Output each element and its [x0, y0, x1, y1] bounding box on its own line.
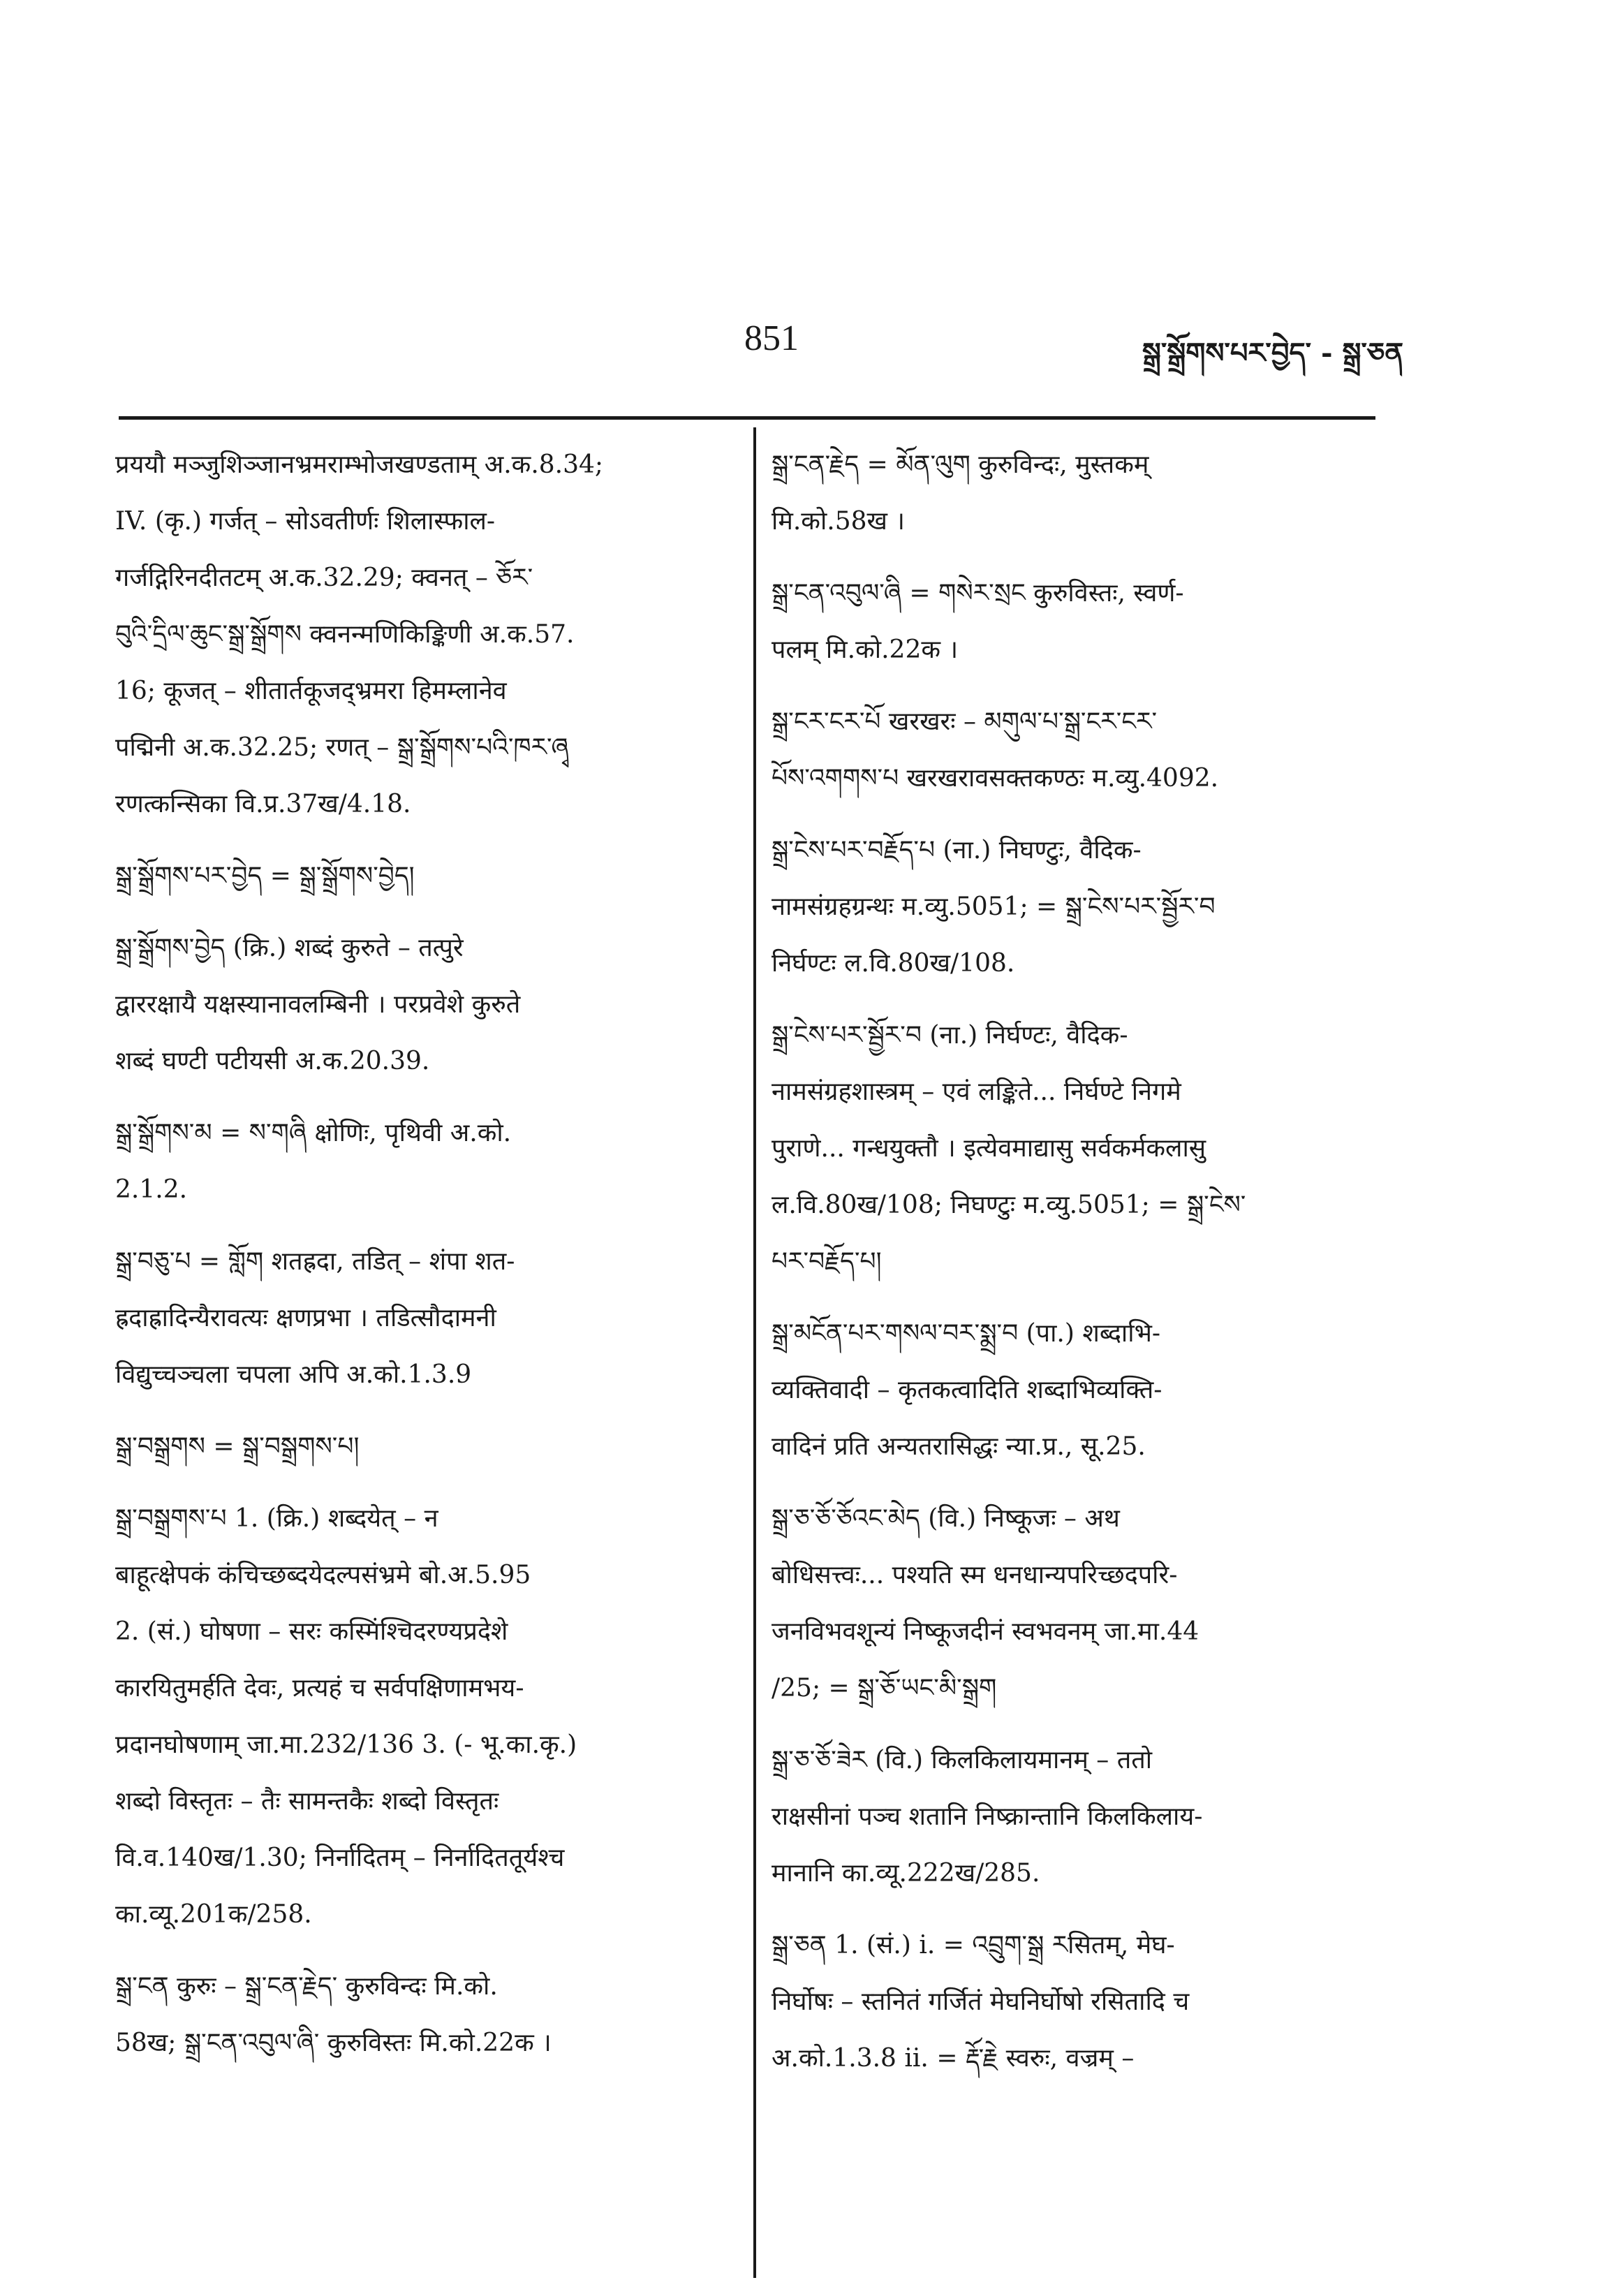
entry-line: पुराणे... गन्धयुक्तौ । इत्येवमाद्यासु सर्वकर्मकलासु	[772, 1134, 1206, 1163]
entry-line: विद्युच्चञ्चला चपला अपि अ.को.1.3.9	[115, 1360, 472, 1389]
entry-headline: སྒྲ་ཅ་ཅོ་ཟེར (वि.) किलकिलायमानम् – ततो	[772, 1746, 1153, 1774]
entry-headline: སྒྲ་བསྒྲགས = སྒྲ་བསྒྲགས་པ།	[115, 1432, 360, 1461]
entry-line: राक्षसीनां पञ्च शतानि निष्क्रान्तानि किलकिलाय-	[772, 1802, 1203, 1831]
entry-line: शब्दं घण्टी पटीयसी अ.क.20.39.	[115, 1047, 430, 1075]
entry-headline: སྒྲ་སྒྲོགས་པར་བྱེད = སྒྲ་སྒྲོགས་བྱེད།	[115, 862, 415, 890]
dictionary-entry	[115, 1418, 730, 1475]
entry-headline: སྒྲ་ངེས་པར་བརྗོད་པ (ना.) निघण्टुः, वैदिक-	[772, 836, 1142, 865]
entry-line: वि.व.140ख/1.30; निर्नादितम् – निर्नादिततूर्यश्च	[115, 1844, 565, 1872]
entry-line: नामसंग्रहशास्त्रम् – एवं लङ्किते... निर्घण्टे निगमे	[772, 1078, 1181, 1106]
entry-line: /25; = སྒྲ་ཅོ་ཡང་མི་སྒྲག	[772, 1674, 997, 1703]
entry-line: IV. (कृ.) गर्जत् – सोऽवतीर्णः शिलास्फाल-	[115, 507, 496, 536]
entry-headline: སྒྲ་བསྒྲགས་པ 1. (क्रि.) शब्दयेत् – न	[115, 1504, 438, 1533]
entry-line: निर्घण्टः ल.वि.80ख/108.	[772, 949, 1015, 978]
entry-headline: སྒྲ་སྒྲོགས་མ = ས་གཞི क्षोणिः, पृथिवी अ.को.	[115, 1119, 512, 1147]
entry-line: बोधिसत्त्वः... पश्यति स्म धनधान्यपरिच्छदपरि-	[772, 1561, 1178, 1589]
entry-line: 16; कूजत् – शीतार्तकूजद्भ्रमरा हिमम्लानेव	[115, 677, 507, 705]
entry-headline: སྒྲ་ངན་རྗེད = མོན་ལུག कुरुविन्दः, मुस्तकम्	[772, 450, 1149, 479]
column-divider	[753, 427, 756, 2278]
entry-line: པར་བརྗོད་པ།	[772, 1247, 882, 1276]
entry-line: द्वाररक्षायै यक्षस्यानावलम्बिनी । परप्रवेशे कुरुते	[115, 990, 521, 1019]
entry-line: 2.1.2.	[115, 1175, 188, 1204]
entry-line: रणत्कन्सिका वि.प्र.37ख/4.18.	[115, 790, 411, 818]
entry-headline: སྒྲ་ངེས་པར་སྦྱོར་བ (ना.) निर्घण्टः, वैदिक-	[772, 1021, 1128, 1050]
entry-line: पलम् मि.को.22क ।	[772, 635, 959, 664]
entry-headline: སྒྲ་ངན་འབུལ་ཞི = གསེར་སྲང कुरुविस्तः, स्वर्ण-	[772, 579, 1184, 608]
entry-line: प्रदानघोषणाम् जा.मा.232/136 3. (- भू.का.कृ.)	[115, 1730, 577, 1759]
entry-line: मि.को.58ख ।	[772, 507, 906, 536]
entry-headline: སྒྲ་བཅུ་པ = གློག शतह्रदा, तडित् – शंपा शत-	[115, 1247, 515, 1276]
entry-line: पद्मिनी अ.क.32.25; रणत् – སྒྲ་སྒྲོགས་པའི་ཁར་ཞྭ	[115, 733, 569, 762]
entry-line: निर्घोषः – स्तनितं गर्जितं मेघनिर्घोषो रसितादि च	[772, 1987, 1190, 2016]
dictionary-entry	[772, 693, 1386, 807]
dictionary-entry	[115, 1490, 730, 1943]
dictionary-entry	[115, 436, 730, 832]
entry-line: व्यक्तिवादी – कृतकत्वादिति शब्दाभिव्यक्ति-	[772, 1376, 1162, 1404]
entry-line: गर्जद्गिरिनदीतटम् अ.क.32.29; क्वनत् – ཅོར་	[115, 564, 533, 592]
entry-line: པོས་འགགས་པ खरखरावसक्तकण्ठः म.व्यु.4092.	[772, 764, 1219, 793]
entry-headline: སྒྲ་མངོན་པར་གསལ་བར་སྨྲ་བ (पा.) शब्दाभि-	[772, 1319, 1161, 1348]
entry-line: शब्दो विस्तृतः – तैः सामन्तकैः शब्दो विस्तृतः	[115, 1787, 499, 1816]
entry-line: ह्रदाह्रादिन्यैरावत्यः क्षणप्रभा । तडित्सौदामनी	[115, 1304, 496, 1332]
dictionary-entry	[115, 1105, 730, 1218]
entry-line: का.व्यू.201क/258.	[115, 1900, 312, 1929]
dictionary-entry	[772, 565, 1386, 678]
right-column	[772, 436, 1386, 2102]
dictionary-entry	[772, 1007, 1386, 1290]
entry-line: मानानि का.व्यू.222ख/285.	[772, 1859, 1040, 1888]
dictionary-entry	[772, 822, 1386, 992]
entry-line: बाहूत्क्षेपकं कंचिच्छब्दयेदल्पसंभ्रमे बो.अ.5.95	[115, 1561, 531, 1589]
entry-line: 58ख; སྒྲ་ངན་འབུལ་ཞི་ कुरुविस्तः मि.को.22क ।	[115, 2029, 552, 2057]
dictionary-entry	[772, 1305, 1386, 1475]
page-number: 851	[744, 318, 799, 358]
entry-headline: སྒྲ་སྒྲོགས་བྱེད (क्रि.) शब्दं कुरुते – तत्पुरे	[115, 934, 464, 962]
entry-line: 2. (सं.) घोषणा – सरः कस्मिंश्चिदरण्यप्रदेशे	[115, 1617, 508, 1646]
left-column	[115, 436, 730, 2087]
dictionary-entry	[772, 1917, 1386, 2087]
header-rule	[119, 416, 1375, 420]
dictionary-entry	[772, 436, 1386, 550]
entry-line: कारयितुमर्हति देवः, प्रत्यहं च सर्वपक्षिणामभय-	[115, 1674, 524, 1703]
entry-headline: སྒྲ་ངན कुरुः – སྒྲ་ངན་རྗེད་ कुरुविन्दः मि.को.	[115, 1972, 498, 2001]
entry-line: अ.को.1.3.8 ii. = རྡོ་རྗེ स्वरुः, वज्रम् –	[772, 2044, 1135, 2073]
entry-headline: སྒྲ་ཅན 1. (सं.) i. = འབྲུག་སྒྲ རसितम्, मेघ-	[772, 1931, 1175, 1960]
entry-headline: སྒྲ་ཅ་ཅོ་ཅོའང་མེད (वि.) निष्कूजः – अथ	[772, 1504, 1120, 1533]
entry-line: नामसंग्रहग्रन्थः म.व्यु.5051; = སྒྲ་ངེས་པར་སྦྱོར་བ	[772, 892, 1216, 921]
dictionary-entry	[772, 1490, 1386, 1716]
dictionary-entry	[115, 1233, 730, 1403]
entry-headline: प्रययौ मञ्जुशिञ्जानभ्रमराम्भोजखण्डताम् अ.क.8.34;	[115, 450, 604, 479]
running-head: སྒྲ་སྒྲོགས་པར་བྱེད་ - སྒྲ་ཅན	[1142, 337, 1403, 369]
dictionary-entry	[115, 1958, 730, 2071]
dictionary-entry	[115, 848, 730, 904]
entry-headline: སྒྲ་ངར་ངར་པོ खरखरः – མགུལ་པ་སྒྲ་ངར་ངར་	[772, 707, 1158, 736]
entry-line: वादिनं प्रति अन्यतरासिद्धः न्या.प्र., सू.25.	[772, 1432, 1146, 1461]
entry-line: जनविभवशून्यं निष्कूजदीनं स्वभवनम् जा.मा.44	[772, 1617, 1199, 1646]
dictionary-entry	[115, 920, 730, 1089]
entry-line: ल.वि.80ख/108; निघण्टुः म.व्यु.5051; = སྒྲ་ངེས་	[772, 1191, 1246, 1219]
dictionary-entry	[772, 1732, 1386, 1902]
entry-line: བུའི་དྲིལ་ཆུང་སྒྲ་སྒྲོགས क्वनन्मणिकिङ्किणी अ.क.57.	[115, 620, 575, 649]
